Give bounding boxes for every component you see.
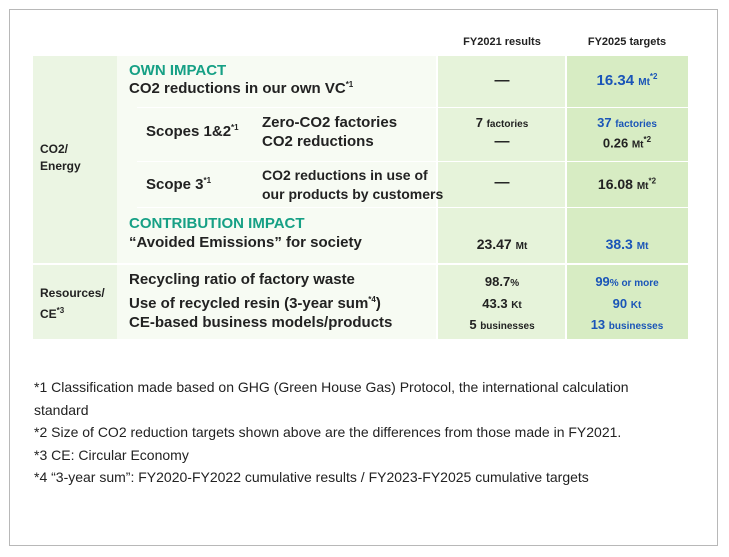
resources-fy2021 xyxy=(438,272,566,337)
scopes12-fy2025-item1-unit: factories xyxy=(615,119,657,130)
scope3-fy2021: — xyxy=(494,174,510,191)
resources-line2 xyxy=(129,290,392,314)
resources-description xyxy=(129,270,392,333)
resources-fy2021-value: 5 xyxy=(469,317,477,332)
resources-fy2025-value: 13 xyxy=(590,317,606,332)
scope3-label-sup: *1 xyxy=(203,176,212,185)
row-divider xyxy=(137,107,688,108)
own-impact-line xyxy=(129,80,353,97)
scopes12-fy2021-item1 xyxy=(438,115,566,130)
scope3-fy2025 xyxy=(566,176,688,192)
contribution-fy2025 xyxy=(566,236,688,252)
scope3-fy2025-sup: *2 xyxy=(648,176,657,186)
footnote-1: *1 Classification made based on GHG (Green House Gas) Protocol, the international calculation xyxy=(34,379,629,395)
footnote-2: *2 Size of CO2 reduction targets shown above are the differences from those made in FY2021. xyxy=(34,424,622,440)
scopes12-fy2025-item1-value: 37 xyxy=(597,115,612,130)
resources-fy2021-row xyxy=(438,272,566,294)
scopes12-item2: CO2 reductions xyxy=(262,133,374,150)
section-divider xyxy=(33,263,688,265)
contribution-fy2021-value: 23.47 xyxy=(476,236,512,252)
resources-line2-end: ) xyxy=(375,294,381,312)
scope3-label-text: Scope 3 xyxy=(146,176,204,193)
category-res-line2: CE xyxy=(40,307,57,321)
resources-fy2025-row xyxy=(566,294,688,316)
own-impact-fy2021: — xyxy=(494,72,510,89)
contribution-fy2021-unit: Mt xyxy=(515,241,528,252)
scopes12-fy2025-item2-value: 0.26 xyxy=(602,135,629,151)
resources-line1: Recycling ratio of factory waste xyxy=(129,271,355,288)
resources-line2-text: Use of recycled resin (3-year sum xyxy=(129,294,369,312)
own-impact-title: OWN IMPACT xyxy=(129,62,227,79)
resources-fy2025-unit: businesses xyxy=(608,321,664,332)
scopes12-label-sup: *1 xyxy=(231,123,239,132)
scope3-line1: CO2 reductions in use of xyxy=(262,167,428,183)
footnote-3: *3 CE: Circular Economy xyxy=(34,446,189,463)
contribution-fy2025-value: 38.3 xyxy=(605,236,633,252)
own-impact-text: CO2 reductions in our own VC xyxy=(129,80,346,97)
scopes12-item1: Zero-CO2 factories xyxy=(262,114,398,131)
category-co2-line2: Energy xyxy=(40,159,81,173)
scopes12-fy2025-item2-sup: *2 xyxy=(643,135,652,144)
resources-fy2025-unit: % or more xyxy=(609,278,659,289)
header-fy2025: FY2025 targets xyxy=(587,36,667,48)
footnotes xyxy=(34,376,714,489)
scope3-fy2025-value: 16.08 xyxy=(597,176,633,192)
scope3-line2: our products by customers xyxy=(262,186,444,202)
resources-line3: CE-based business models/products xyxy=(129,314,393,331)
resources-fy2021-value: 43.3 xyxy=(482,295,508,311)
scopes12-fy2025-item2-unit: Mt xyxy=(631,139,644,151)
scope3-fy2025-unit: Mt xyxy=(636,181,649,192)
resources-fy2021-unit: businesses xyxy=(480,321,535,332)
row-divider xyxy=(137,161,688,162)
category-resources-ce xyxy=(40,285,105,323)
scopes12-fy2021-item1-value: 7 xyxy=(475,115,483,130)
resources-fy2025-value: 99 xyxy=(595,274,610,289)
scope3-description xyxy=(262,166,443,204)
footnote-4: *4 “3-year sum”: FY2020-FY2022 cumulative results / FY2023-FY2025 cumulative targets xyxy=(34,469,589,485)
scopes12-fy2025-item1 xyxy=(566,115,688,130)
resources-fy2025-unit: Kt xyxy=(630,299,642,311)
resources-fy2025-row xyxy=(566,272,688,294)
scope3-label xyxy=(146,176,211,193)
scopes12-fy2021-item2: — xyxy=(494,133,510,150)
contribution-fy2025-unit: Mt xyxy=(636,241,649,252)
scopes12-label-text: Scopes 1&2 xyxy=(146,123,232,140)
resources-fy2021-value: 98.7 xyxy=(484,274,511,289)
scopes12-fy2025-item2 xyxy=(566,135,688,150)
category-co2-line1: CO2/ xyxy=(40,142,69,156)
resources-fy2021-unit: Kt xyxy=(511,299,522,311)
category-res-line1: Resources/ xyxy=(40,286,105,300)
resources-fy2021-row xyxy=(438,294,566,316)
own-impact-fy2025 xyxy=(566,72,688,89)
footnote-1-cont: standard xyxy=(34,401,89,418)
contribution-line: “Avoided Emissions” for society xyxy=(129,234,362,251)
contribution-fy2021 xyxy=(438,236,566,252)
own-impact-fy2025-sup: *2 xyxy=(649,72,658,81)
resources-fy2021-unit: % xyxy=(510,278,520,289)
category-res-sup: *3 xyxy=(56,306,65,315)
contribution-title: CONTRIBUTION IMPACT xyxy=(129,215,305,232)
resources-line2-sup: *4 xyxy=(368,294,376,304)
scopes12-fy2021-item1-unit: factories xyxy=(486,119,529,130)
own-impact-fy2025-unit: Mt xyxy=(638,77,650,88)
resources-fy2025 xyxy=(566,272,688,337)
own-impact-sup: *1 xyxy=(345,80,354,89)
scopes12-label xyxy=(146,123,239,140)
resources-fy2021-row xyxy=(438,315,566,337)
category-co2-energy xyxy=(40,141,81,175)
row-divider xyxy=(137,207,688,208)
resources-fy2025-value: 90 xyxy=(612,295,628,311)
header-fy2021: FY2021 results xyxy=(463,36,541,48)
own-impact-fy2025-value: 16.34 xyxy=(596,72,635,89)
resources-fy2025-row xyxy=(566,315,688,337)
